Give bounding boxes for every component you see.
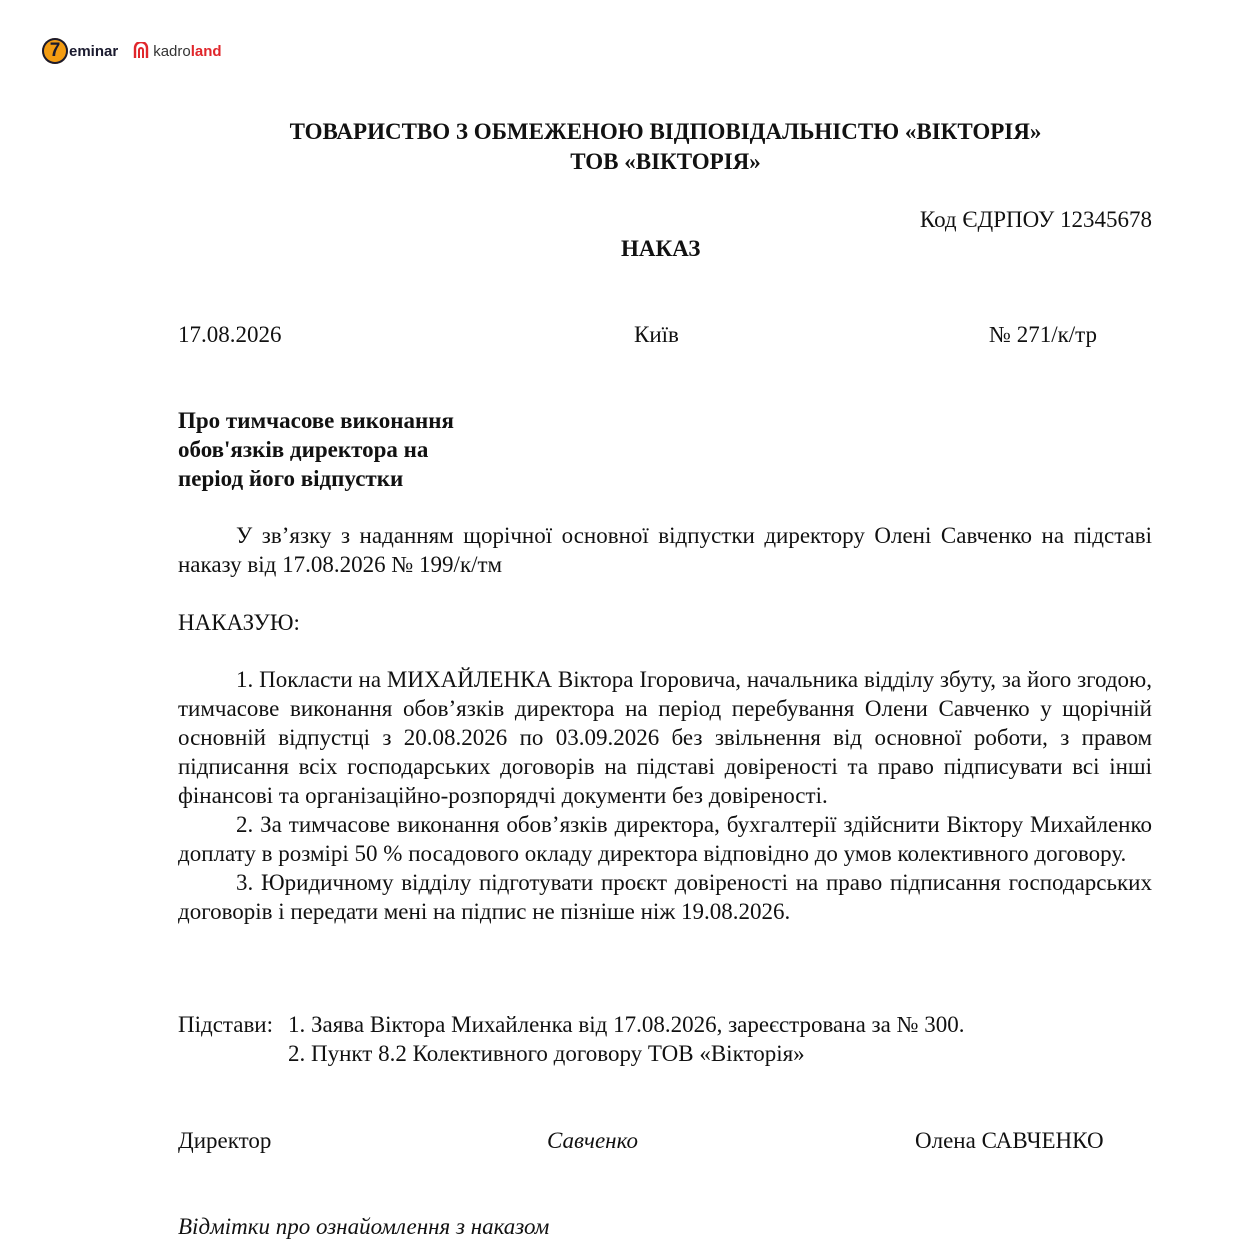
order-city: Київ (634, 322, 679, 347)
order-preamble (178, 521, 1152, 579)
signatory-name: Олена САВЧЕНКО (915, 1128, 1104, 1153)
order-date: 17.08.2026 (178, 322, 282, 347)
order-preamble-text: У зв’язку з наданням щорічної основної відпустки директору Олені Савченко на підставі наказу від 17.08.2026 № 199/к/тм (178, 523, 1152, 577)
order-item: 1. Покласти на МИХАЙЛЕНКА Віктора Ігоровича, начальника відділу збуту, за його згодою, тимчасове виконання обов’язків директора на період перебування Олени Савченко у щорічній основній відпустці з 20.08.2026 по 03.09.2026 без звільнення від основної роботи, з правом підписання всіх господарських договорів на підставі довіреності та право підписувати всі інші фінансові та організаційно-розпорядчі документи без довіреності. (178, 667, 1152, 808)
order-number: № 271/к/тр (989, 322, 1097, 347)
order-items (178, 665, 1152, 926)
organization-short-name: ТОВ «ВІКТОРІЯ» (570, 149, 761, 174)
seminar-logo-mark: 7 (42, 38, 68, 64)
kadroland-logo-icon (132, 42, 150, 60)
organization-full-name: ТОВАРИСТВО З ОБМЕЖЕНОЮ ВІДПОВІДАЛЬНІСТЮ «ВІКТОРІЯ» (289, 119, 1042, 144)
kadroland-logo (132, 42, 221, 60)
order-item: 2. За тимчасове виконання обов’язків директора, бухгалтерії здійснити Віктору Михайленко доплату в розмірі 50 % посадового окладу директора відповідно до умов колективного договору. (178, 812, 1152, 866)
grounds-label: Підстави: (178, 1012, 274, 1037)
signature: Савченко (547, 1128, 638, 1153)
order-subject-line: обов'язків директора на (178, 437, 429, 462)
seminar-logo-word: eminar (69, 42, 119, 60)
order-subject-line: Про тимчасове виконання (178, 408, 454, 433)
acknowledgement-note: Відмітки про ознайомлення з наказом (178, 1214, 550, 1239)
order-subject (178, 406, 454, 493)
document-type: НАКАЗ (621, 236, 701, 261)
order-item: 3. Юридичному відділу підготувати проєкт довіреності на право підписання господарських договорів і передати мені на підпис не пізніше ніж 19.08.2026. (178, 870, 1152, 924)
seminar-logo (42, 38, 118, 64)
grounds-item: 1. Заява Віктора Михайленка від 17.08.2026, зареєстрована за № 300. (288, 1012, 965, 1037)
signatory-position: Директор (178, 1128, 272, 1153)
order-subject-line: період його відпустки (178, 466, 404, 491)
order-word: НАКАЗУЮ: (178, 610, 300, 635)
kadroland-logo-word: kadroland (153, 42, 222, 60)
edrpou-code: Код ЄДРПОУ 12345678 (919, 207, 1152, 232)
grounds-item: 2. Пункт 8.2 Колективного договору ТОВ «Вікторія» (288, 1041, 805, 1066)
header-logos (42, 38, 222, 64)
